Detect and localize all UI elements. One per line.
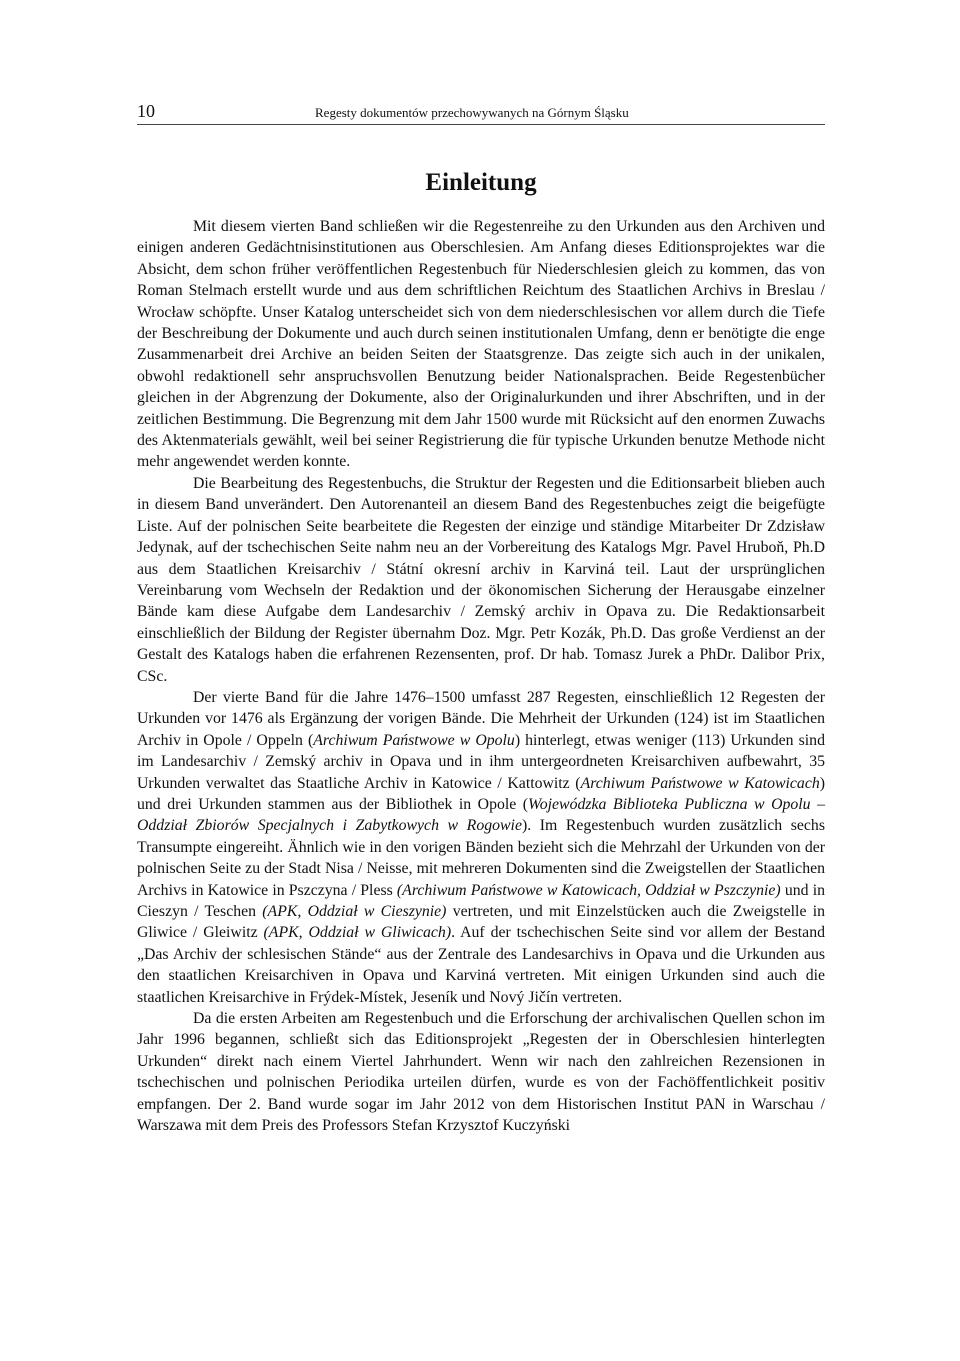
text-run: ) und drei Urkunden stammen aus der Bibliothek in Opole ( [137, 774, 826, 813]
running-title: Regesty dokumentów przechowywanych na Górnym Śląsku [315, 105, 629, 120]
text-run: Die Bearbeitung des Regestenbuchs, die Struktur der Regesten und die Editionsarbeit blieben auch in diesem Band unverändert. Den Autorenanteil an diesem Band des Regestenbuches zeigt die beigefügte Liste. Auf der polnischen Seite bearbeitete die Regesten der einzige und ständige Mitarbeiter Dr Zdzisław Jedynak, auf der tschechischen Seite nahm neu an der Vorbereitung des Katalogs Mgr. Pavel Hruboň, Ph.D aus dem Staatlichen Kreisarchiv / Státní okresní archiv in Karviná teil. Laut der ursprünglichen Vereinbarung vom Wechseln der Redaktion und der ökonomischen Sicherung der Herausgabe einzelner Bände kam diese Aufgabe dem Landesarchiv / Zemský archiv in Opava zu. Die Redaktionsarbeit einschließlich der Bildung der Register übernahm Doz. Mgr. Petr Kozák, Ph.D. Das große Verdienst an der Gestalt des Katalogs haben die erfahrenen Rezensenten, prof. Dr hab. Tomasz Jurek a PhDr. Dalibor Prix, CSc. [137, 474, 825, 685]
page-number: 10 [137, 101, 155, 121]
italic-run: Archiwum Państwowe w Opolu [313, 731, 515, 749]
page-header [137, 100, 825, 125]
italic-run: (APK, Oddział w Gliwicach) [263, 924, 452, 942]
paragraph [137, 687, 825, 1008]
text-run: ). Im Regestenbuch wurden zusätzlich sechs Transumpte eingereiht. Ähnlich wie in den vorigen Bänden bezieht sich die Mehrzahl der Urkunden von der polnischen Seite zu der Stadt Nisa / Neisse, mit mehreren Dokumenten sind die Zweigstellen der Staatlichen Archivs in Katowice in Pszczyna / Pless [137, 817, 825, 899]
italic-run: Wojewódzka Biblioteka Publiczna w Opolu – Oddział Zbiorów Specjalnych i Zabytkowych w Rogowie [137, 795, 825, 835]
text-run: und in Cieszyn / Teschen [137, 881, 825, 920]
paragraph [137, 1008, 825, 1136]
text-run: ) hinterlegt, etwas weniger (113) Urkunden sind im Landesarchiv / Zemský archiv in Opava und in ihm untergeordneten Kreisarchiven aufbewahrt, 35 Urkunden verwaltet das Staatliche Archiv in Katowice / Kattowitz ( [137, 731, 825, 792]
italic-run: (APK, Oddział w Cieszynie) [262, 903, 447, 920]
text-run: . Auf der tschechischen Seite sind vor allem der Bestand „Das Archiv der schlesischen Stände“ aus der Zentrale des Landesarchivs in Opava und die Urkunden aus den staatlichen Kreisarchiven in Opava und Karviná vertreten. Mit einigen Urkunden sind auch die staatlichen Kreisarchive in Frýdek-Místek, Jeseník und Nový Jičín vertreten. [137, 924, 825, 1006]
text-run: Der vierte Band für die Jahre 1476–1500 umfasst 287 Regesten, einschließlich 12 Regesten der Urkunden vor 1476 als Ergänzung der vorigen Bände. Die Mehrheit der Urkunden (124) ist im Staatlichen Archiv in Opole / Oppeln ( [137, 688, 825, 749]
italic-run: (Archiwum Państwowe w Katowicach, Oddział w Pszczynie) [396, 881, 781, 899]
body-text [137, 216, 825, 1136]
italic-run: Archiwum Państwowe w Katowicach [580, 774, 820, 792]
paragraph [137, 216, 825, 473]
text-run: vertreten, und mit Einzelstücken auch die Zweigstelle in Gliwice / Gleiwitz [137, 903, 825, 942]
text-run: Da die ersten Arbeiten am Regestenbuch und die Erforschung der archivalischen Quellen schon im Jahr 1996 begannen, schließt sich das Editionsprojekt „Regesten der in Oberschlesien hinterlegten Urkunden“ direkt nach einem Viertel Jahrhundert. Wenn wir nach den zahlreichen Rezensionen in tschechischen und polnischen Periodika urteilen dürfen, wurde es von der Fachöffentlichkeit positiv empfangen. Der 2. Band wurde sogar im Jahr 2012 von dem Historischen Institut PAN in Warschau / Warszawa mit dem Preis des Professors Stefan Krzysztof Kuczyński [137, 1010, 825, 1135]
section-title: Einleitung [425, 168, 537, 196]
paragraph [137, 473, 825, 687]
text-run: Mit diesem vierten Band schließen wir die Regestenreihe zu den Urkunden aus den Archiven und einigen anderen Gedächtnisinstitutionen aus Oberschlesien. Am Anfang dieses Editionsprojektes war die Absicht, dem schon früher veröffentlichen Regestenbuch für Niederschlesien gleich zu kommen, das von Roman Stelmach erstellt wurde und aus dem schriftlichen Reichtum des Staatlichen Archivs in Breslau / Wrocław schöpfte. Unser Katalog unterscheidet sich von dem niederschlesischen vor allem durch die Tiefe der Beschreibung der Dokumente und auch durch seinen institutionalen Umfang, denn er benötigte die enge Zusammenarbeit drei Archive an beiden Seiten der Staatsgrenze. Das zeigte sich auch in der unikalen, obwohl redaktionell sehr anspruchsvollen Benutzung beider Nationalsprachen. Beide Regestenbücher gleichen in der Abgrenzung der Dokumente, also der Originalurkunden und ihrer Abschriften, und in der zeitlichen Bestimmung. Die Begrenzung mit dem Jahr 1500 wurde mit Rücksicht auf den enormen Zuwachs des Aktenmaterials gewählt, weil bei seiner Registrierung die für typische Urkunden benutze Methode nicht mehr angewendet werden konnte. [137, 218, 825, 471]
